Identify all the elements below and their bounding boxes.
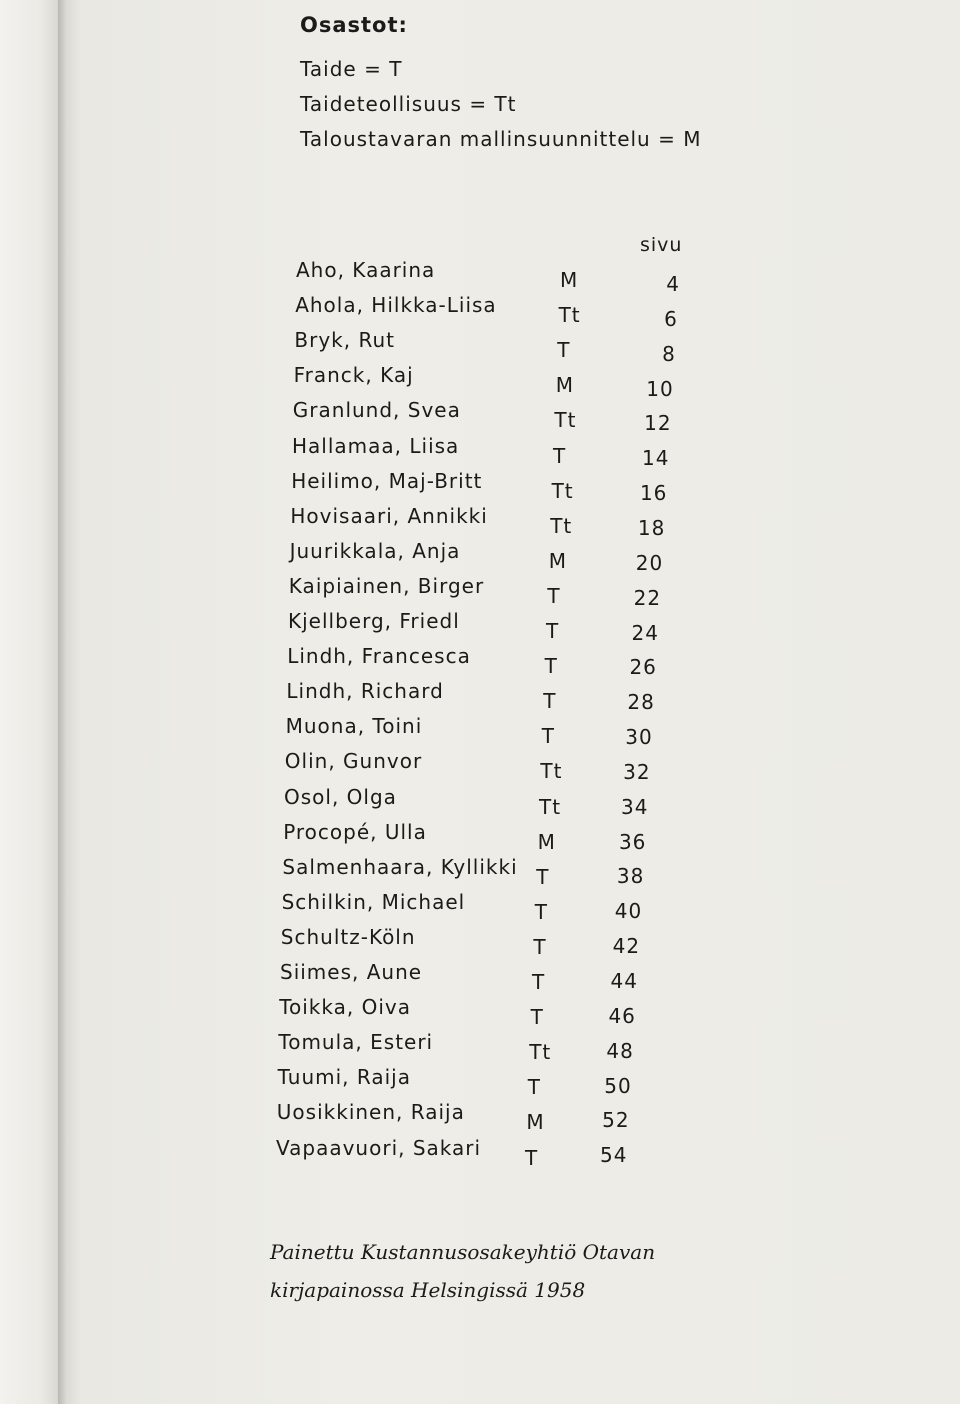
artist-name: Kjellberg, Friedl bbox=[288, 609, 460, 633]
department-code: T bbox=[527, 1075, 542, 1100]
index-row bbox=[0, 293, 960, 331]
artist-name: Toikka, Oiva bbox=[279, 995, 411, 1020]
index-row bbox=[0, 538, 960, 575]
index-row bbox=[0, 363, 960, 401]
department-code: T bbox=[546, 619, 560, 643]
page-number: 26 bbox=[629, 655, 657, 680]
department-code: T bbox=[543, 689, 557, 714]
department-code: Tt bbox=[540, 759, 563, 784]
artist-name: Heilimo, Maj-Britt bbox=[291, 468, 483, 493]
index-row bbox=[0, 1065, 960, 1100]
page-number: 40 bbox=[614, 899, 643, 924]
page-number: 8 bbox=[662, 341, 676, 366]
page-column-label: sivu bbox=[640, 234, 683, 256]
artist-name: Hallamaa, Liisa bbox=[292, 433, 460, 458]
department-code: T bbox=[530, 1005, 544, 1030]
department-code: Tt bbox=[529, 1040, 552, 1065]
department-code: Tt bbox=[550, 513, 573, 538]
page-number: 14 bbox=[642, 446, 670, 471]
index-row bbox=[0, 503, 960, 540]
page-number: 52 bbox=[602, 1108, 630, 1133]
departments-heading: Osastot: bbox=[300, 13, 408, 37]
department-code: T bbox=[557, 338, 571, 363]
page-number: 50 bbox=[604, 1073, 632, 1098]
index-row bbox=[0, 819, 960, 854]
department-code: T bbox=[536, 864, 550, 889]
artist-name: Schultz-Köln bbox=[280, 924, 416, 949]
colophon-line-1: Painettu Kustannusosakeyhtiö Otavan bbox=[270, 1240, 656, 1264]
index-row bbox=[0, 714, 960, 750]
department-code: M bbox=[537, 829, 556, 854]
department-code: Tt bbox=[551, 478, 574, 503]
artist-name: Procopé, Ulla bbox=[283, 819, 427, 844]
legend-line-taide: Taide = T bbox=[300, 57, 403, 81]
colophon-line-2: kirjapainossa Helsingissä 1958 bbox=[270, 1278, 586, 1302]
artist-name: Granlund, Svea bbox=[292, 398, 461, 423]
page-number: 44 bbox=[610, 969, 638, 993]
legend-line-taloustavara: Taloustavaran mallinsuunnittelu = M bbox=[300, 127, 702, 151]
artist-name: Siimes, Aune bbox=[280, 960, 423, 984]
department-code: M bbox=[555, 373, 575, 398]
index-row bbox=[0, 749, 960, 784]
page-number: 22 bbox=[633, 585, 662, 610]
artist-name: Osol, Olga bbox=[284, 784, 397, 809]
artist-name: Franck, Kaj bbox=[293, 363, 414, 388]
page-number: 10 bbox=[646, 376, 674, 401]
index-row bbox=[0, 398, 960, 436]
index-row bbox=[0, 468, 960, 506]
artist-name: Juurikkala, Anja bbox=[289, 538, 461, 563]
artist-name: Hovisaari, Annikki bbox=[290, 503, 488, 528]
artist-name: Bryk, Rut bbox=[294, 328, 395, 353]
page-number: 16 bbox=[639, 481, 668, 506]
artist-name: Tomula, Esteri bbox=[278, 1030, 434, 1055]
artist-name: Uosikkinen, Raija bbox=[276, 1100, 465, 1125]
department-code: M bbox=[560, 268, 579, 292]
page-number: 30 bbox=[625, 725, 653, 750]
department-code: M bbox=[548, 548, 568, 573]
index-row bbox=[0, 1135, 960, 1170]
page-number: 46 bbox=[608, 1003, 636, 1028]
index-row bbox=[0, 679, 960, 715]
artist-name: Schilkin, Michael bbox=[281, 889, 466, 914]
artist-name: Muona, Toini bbox=[285, 714, 423, 739]
index-row bbox=[0, 328, 960, 366]
index-row bbox=[0, 995, 960, 1030]
department-code: T bbox=[541, 724, 556, 749]
index-row bbox=[0, 1030, 960, 1065]
page-number: 18 bbox=[637, 515, 666, 540]
artist-name: Lindh, Francesca bbox=[287, 644, 471, 669]
department-code: T bbox=[544, 654, 558, 679]
artist-name: Kaipiainen, Birger bbox=[288, 573, 485, 598]
artist-name: Ahola, Hilkka-Liisa bbox=[295, 293, 497, 318]
page-number: 12 bbox=[644, 411, 672, 436]
page-number: 36 bbox=[618, 829, 647, 854]
artist-name: Olin, Gunvor bbox=[284, 749, 423, 774]
index-row bbox=[0, 433, 960, 471]
page-number: 4 bbox=[666, 272, 680, 296]
index-row bbox=[0, 784, 960, 819]
artist-name: Salmenhaara, Kyllikki bbox=[282, 854, 518, 879]
page-number: 42 bbox=[612, 934, 641, 959]
page-number: 34 bbox=[621, 794, 649, 819]
department-code: T bbox=[534, 899, 549, 924]
artist-name: Vapaavuori, Sakari bbox=[276, 1135, 482, 1160]
department-code: M bbox=[526, 1110, 545, 1135]
department-code: T bbox=[532, 970, 546, 994]
index-row bbox=[0, 609, 960, 645]
department-code: T bbox=[525, 1145, 539, 1170]
department-code: T bbox=[547, 583, 561, 608]
index-row bbox=[0, 573, 960, 610]
index-row bbox=[0, 854, 960, 889]
page-number: 54 bbox=[600, 1143, 628, 1168]
page-number: 38 bbox=[616, 864, 645, 889]
page-number: 28 bbox=[627, 690, 655, 715]
artist-name: Aho, Kaarina bbox=[296, 258, 436, 282]
department-code: Tt bbox=[539, 794, 562, 819]
index-row bbox=[0, 924, 960, 959]
page-number: 32 bbox=[623, 759, 651, 784]
department-code: Tt bbox=[558, 303, 581, 328]
department-code: Tt bbox=[554, 408, 577, 433]
index-row bbox=[0, 258, 960, 296]
artist-name: Lindh, Richard bbox=[286, 679, 444, 704]
legend-line-taideteollisuus: Taideteollisuus = Tt bbox=[300, 92, 517, 116]
index-row bbox=[0, 1100, 960, 1135]
department-code: T bbox=[553, 443, 567, 468]
index-row bbox=[0, 960, 960, 994]
page-number: 20 bbox=[635, 550, 664, 575]
page-number: 48 bbox=[606, 1038, 634, 1063]
page-number: 24 bbox=[631, 620, 659, 645]
page-number: 6 bbox=[664, 306, 678, 331]
index-row bbox=[0, 644, 960, 680]
department-code: T bbox=[533, 934, 547, 959]
artist-name: Tuumi, Raija bbox=[277, 1065, 411, 1090]
index-row bbox=[0, 889, 960, 924]
